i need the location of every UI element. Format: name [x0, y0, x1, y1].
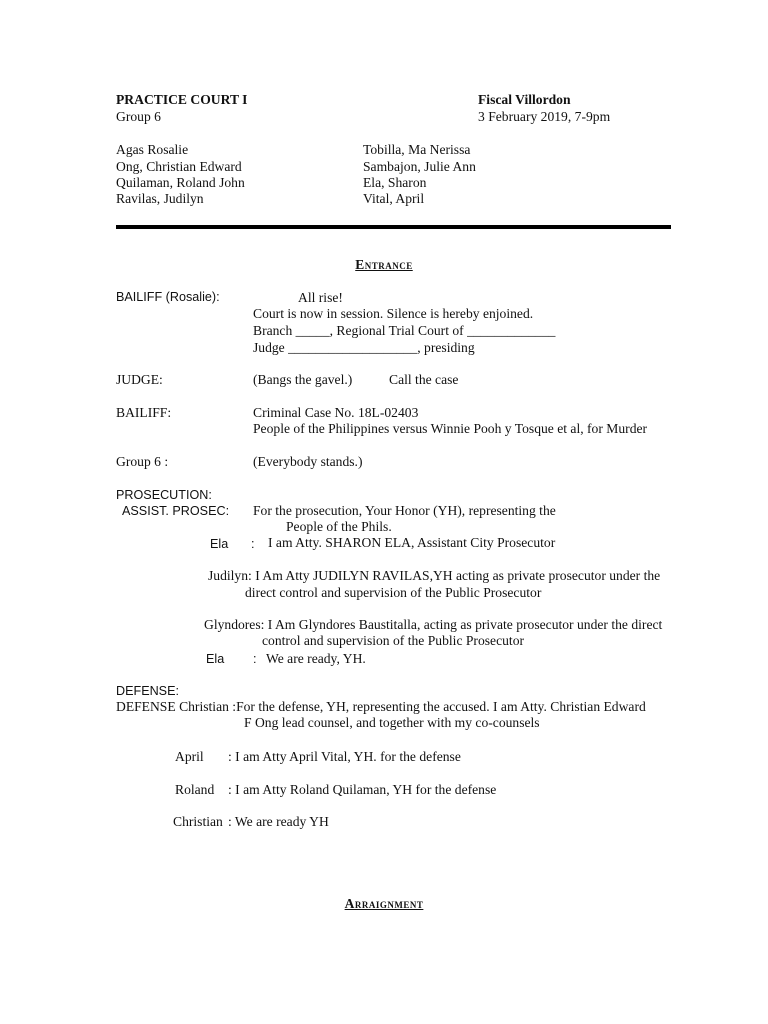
speaker-bailiff-rosalie: BAILIFF (Rosalie): [116, 290, 220, 304]
bailiff-line: Judge ___________________, presiding [253, 340, 475, 355]
member-left-4: Ravilas, Judilyn [116, 191, 204, 206]
speaker-assist-prosec: ASSIST. PROSEC: [122, 504, 230, 518]
member-right-2: Sambajon, Julie Ann [363, 159, 476, 174]
speaker-bailiff: BAILIFF: [116, 405, 172, 420]
speaker-colon: : [251, 537, 255, 551]
member-right-4: Vital, April [363, 191, 425, 206]
section-heading-arraignment: Arraignment [344, 896, 424, 911]
speaker-judge: JUDGE: [116, 372, 163, 387]
member-left-3: Quilaman, Roland John [116, 175, 245, 190]
glyndores-line: Glyndores: I Am Glyndores Baustitalla, acting as private prosecutor under the direct [204, 617, 663, 632]
april-line: : I am Atty April Vital, YH. for the defense [228, 749, 461, 764]
speaker-colon: : [253, 652, 257, 666]
assist-prosec-line: People of the Phils. [286, 519, 392, 534]
group-6-action: (Everybody stands.) [253, 454, 363, 469]
judilyn-line: direct control and supervision of the Public Prosecutor [245, 585, 542, 600]
case-number: Criminal Case No. 18L-02403 [253, 405, 419, 420]
christian-line: DEFENSE Christian :For the defense, YH, representing the accused. I am Atty. Christian Edward [116, 699, 646, 714]
case-title: People of the Philippines versus Winnie Pooh y Tosque et al, for Murder [253, 421, 648, 436]
roland-line: : I am Atty Roland Quilaman, YH for the defense [228, 782, 497, 797]
bailiff-line: Branch _____, Regional Trial Court of _____________ [253, 323, 556, 338]
member-right-3: Ela, Sharon [363, 175, 427, 190]
speaker-group-6: Group 6 : [116, 454, 169, 469]
bailiff-line: Court is now in session. Silence is hereby enjoined. [253, 306, 534, 321]
member-right-1: Tobilla, Ma Nerissa [363, 142, 471, 157]
christian-ready-line: : We are ready YH [228, 814, 329, 829]
header-divider [116, 225, 671, 229]
member-left-2: Ong, Christian Edward [116, 159, 242, 174]
bailiff-line: All rise! [298, 290, 343, 305]
glyndores-line: control and supervision of the Public Prosecutor [262, 633, 525, 648]
group-label: Group 6 [116, 109, 161, 124]
fiscal-name: Fiscal Villordon [478, 92, 571, 107]
speaker-roland: Roland [175, 782, 215, 797]
member-left-1: Agas Rosalie [116, 142, 189, 157]
assist-prosec-line: For the prosecution, Your Honor (YH), representing the [253, 503, 556, 518]
ela-ready-line: We are ready, YH. [266, 651, 366, 666]
speaker-april: April [175, 749, 204, 764]
speaker-ela: Ela [210, 537, 229, 551]
course-title: PRACTICE COURT I [116, 92, 248, 107]
session-date: 3 February 2019, 7-9pm [478, 109, 611, 124]
judge-action: (Bangs the gavel.) [253, 372, 353, 387]
section-heading-entrance: Entrance [355, 257, 413, 272]
ela-line: I am Atty. SHARON ELA, Assistant City Prosecutor [268, 535, 556, 550]
prosecution-heading: PROSECUTION: [116, 488, 212, 502]
speaker-ela: Ela [206, 652, 225, 666]
defense-heading: DEFENSE: [116, 684, 179, 698]
christian-line: F Ong lead counsel, and together with my co-counsels [244, 715, 540, 730]
judge-line: Call the case [389, 372, 459, 387]
judilyn-line: Judilyn: I Am Atty JUDILYN RAVILAS,YH acting as private prosecutor under the [208, 568, 661, 583]
speaker-christian: Christian [173, 814, 223, 829]
